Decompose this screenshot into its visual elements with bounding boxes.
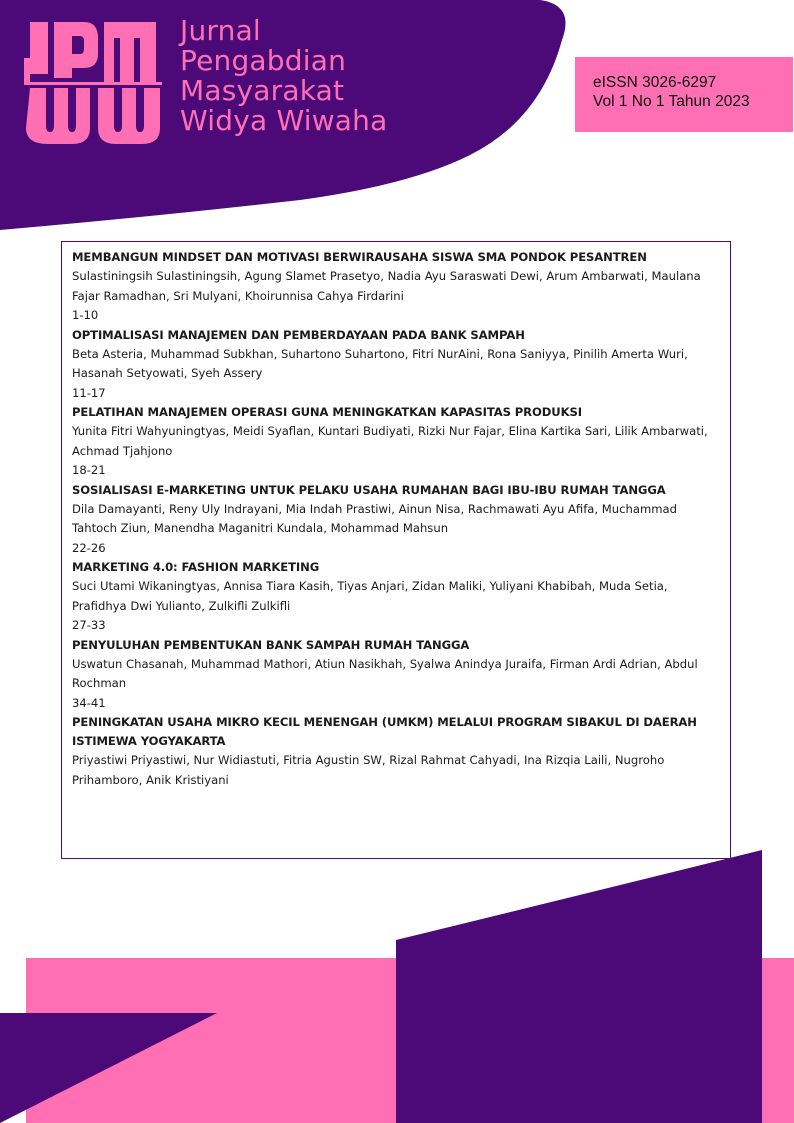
article-entry (72, 403, 720, 481)
journal-title-line: Masyarakat (180, 74, 345, 107)
journal-logo (24, 18, 162, 144)
article-entry (72, 558, 720, 636)
article-authors: Sulastiningsih Sulastiningsih, Agung Slamet Prasetyo, Nadia Ayu Saraswati Dewi, Arum Ambarwati, Maulana Fajar Ramadhan, Sri Mulyani, Khoirunnisa Cahya Firdarini (72, 269, 701, 303)
journal-title (180, 16, 387, 136)
article-title[interactable]: MARKETING 4.0: FASHION MARKETING (72, 560, 320, 574)
journal-title-line: Pengabdian (180, 44, 347, 77)
article-authors: Priyastiwi Priyastiwi, Nur Widiastuti, Fitria Agustin SW, Rizal Rahmat Cahyadi, Ina Rizqia Laili, Nugroho Prihamboro, Anik Kristiyani (72, 753, 665, 787)
article-authors: Dila Damayanti, Reny Uly Indrayani, Mia Indah Prastiwi, Ainun Nisa, Rachmawati Ayu Afifa, Muchammad Tahtoch Ziun, Manendha Maganitri Kundala, Mohammad Mahsun (72, 501, 677, 535)
article-title[interactable]: OPTIMALISASI MANAJEMEN DAN PEMBERDAYAAN PADA BANK SAMPAH (72, 327, 525, 342)
article-title[interactable]: PELATIHAN MANAJEMEN OPERASI GUNA MENINGKATKAN KAPASITAS PRODUKSI (72, 405, 582, 419)
article-entry (72, 248, 720, 326)
article-pages: 11-17 (72, 385, 106, 400)
volume-label: Vol 1 No 1 Tahun 2023 (593, 93, 750, 110)
article-entry (72, 713, 720, 790)
article-authors: Beta Asteria, Muhammad Subkhan, Suhartono Suhartono, Fitri NurAini, Rona Saniyya, Pinilih Amerta Wuri, Hasanah Setyowati, Syeh Assery (72, 346, 688, 380)
article-pages: 18-21 (72, 463, 106, 477)
article-title[interactable]: SOSIALISASI E-MARKETING UNTUK PELAKU USAHA RUMAHAN BAGI IBU-IBU RUMAH TANGGA (72, 482, 666, 497)
article-pages: 27-33 (72, 618, 106, 632)
article-entry (72, 481, 720, 559)
article-authors: Yunita Fitri Wahyuningtyas, Meidi Syaflan, Kuntari Budiyati, Rizki Nur Fajar, Elina Kartika Sari, Lilik Ambarwati, Achmad Tjahjono (72, 424, 708, 458)
table-of-contents (61, 241, 731, 859)
article-title[interactable]: MEMBANGUN MINDSET DAN MOTIVASI BERWIRAUSAHA SISWA SMA PONDOK PESANTREN (72, 250, 647, 264)
eissn-label: eISSN 3026-6297 (593, 74, 717, 91)
journal-title-line: Jurnal (180, 14, 261, 47)
article-title[interactable]: PENYULUHAN PEMBENTUKAN BANK SAMPAH RUMAH TANGGA (72, 637, 470, 652)
article-entry (72, 326, 720, 404)
article-pages: 34-41 (72, 695, 106, 710)
article-authors: Suci Utami Wikaningtyas, Annisa Tiara Kasih, Tiyas Anjari, Zidan Maliki, Yuliyani Khabibah, Muda Setia, Prafidhya Dwi Yulianto, Zulkifli Zulkifli (72, 579, 668, 613)
article-pages: 1-10 (72, 308, 99, 322)
issn-box (575, 57, 793, 132)
article-entry (72, 636, 720, 714)
journal-title-line: Widya Wiwaha (180, 104, 388, 137)
article-authors: Uswatun Chasanah, Muhammad Mathori, Atiun Nasikhah, Syalwa Anindya Juraifa, Firman Ardi Adrian, Abdul Rochman (72, 656, 698, 690)
footer-purple-shape-right (396, 850, 762, 1123)
article-pages: 22-26 (72, 540, 106, 555)
article-title[interactable]: PENINGKATAN USAHA MIKRO KECIL MENENGAH (UMKM) MELALUI PROGRAM SIBAKUL DI DAERAH ISTIMEWA YOGYAKARTA (72, 715, 697, 748)
